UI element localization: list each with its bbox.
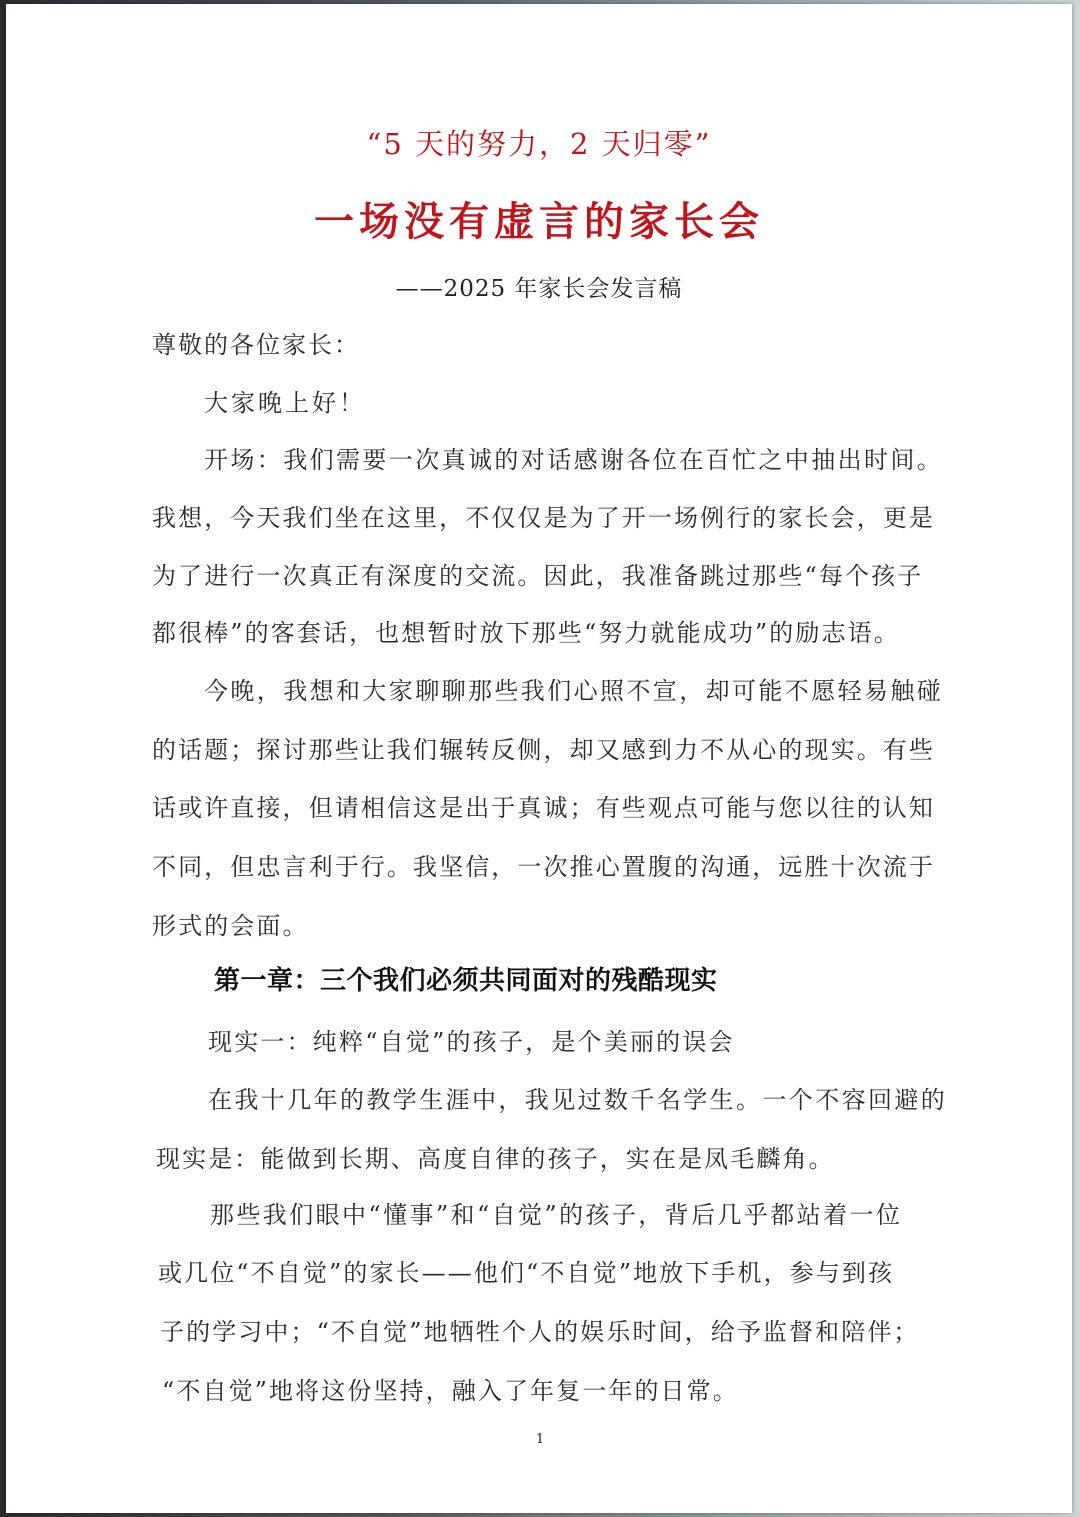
paragraph-line: 在我十几年的教学生涯中，我见过数千名学生。一个不容回避的 <box>208 1086 948 1114</box>
paragraph-line: 开场：我们需要一次真诚的对话感谢各位在百忙之中抽出时间。 <box>204 446 944 474</box>
greeting: 大家晚上好！ <box>204 389 366 417</box>
paragraph-line: “不自觉”地将这份坚持，融入了年复一年的日常。 <box>162 1377 739 1405</box>
paragraph-line: 的话题；探讨那些让我们辗转反侧，却又感到力不从心的现实。有些 <box>152 736 935 764</box>
paragraph-line: 现实是：能做到长期、高度自律的孩子，实在是凤毛麟角。 <box>156 1145 835 1173</box>
paragraph-line: 不同，但忠言利于行。我坚信，一次推心置腹的沟通，远胜十次流于 <box>152 853 935 881</box>
paragraph-line: 我想，今天我们坐在这里，不仅仅是为了开一场例行的家长会，更是 <box>152 504 935 532</box>
page-number: 1 <box>535 1432 545 1447</box>
document-page <box>6 4 1072 1513</box>
paragraph-line: 形式的会面。 <box>152 912 309 940</box>
reality-heading: 现实一：纯粹“自觉”的孩子，是个美丽的误会 <box>208 1028 735 1056</box>
subtitle-quote: “5 天的努力，2 天归零” <box>366 127 712 161</box>
chapter-heading: 第一章：三个我们必须共同面对的残酷现实 <box>214 966 718 996</box>
paragraph-line: 话或许直接，但请相信这是出于真诚；有些观点可能与您以往的认知 <box>152 794 935 822</box>
page-title: 一场没有虚言的家长会 <box>314 198 764 245</box>
paragraph-line: 为了进行一次真正有深度的交流。因此，我准备跳过那些“每个孩子 <box>152 562 924 590</box>
byline: ——2025 年家长会发言稿 <box>395 276 683 302</box>
paragraph-line: 今晚，我想和大家聊聊那些我们心照不宣，却可能不愿轻易触碰 <box>204 677 944 705</box>
salutation: 尊敬的各位家长： <box>152 331 360 359</box>
paragraph-line: 子的学习中；“不自觉”地牺牲个人的娱乐时间，给予监督和陪伴； <box>160 1318 920 1346</box>
paragraph-line: 那些我们眼中“懂事”和“自觉”的孩子，背后几乎都站着一位 <box>210 1201 903 1229</box>
paragraph-line: 都很棒”的客套话，也想暂时放下那些“努力就能成功”的励志语。 <box>152 619 900 647</box>
paragraph-line: 或几位“不自觉”的家长——他们“不自觉”地放下手机，参与到孩 <box>158 1259 895 1287</box>
